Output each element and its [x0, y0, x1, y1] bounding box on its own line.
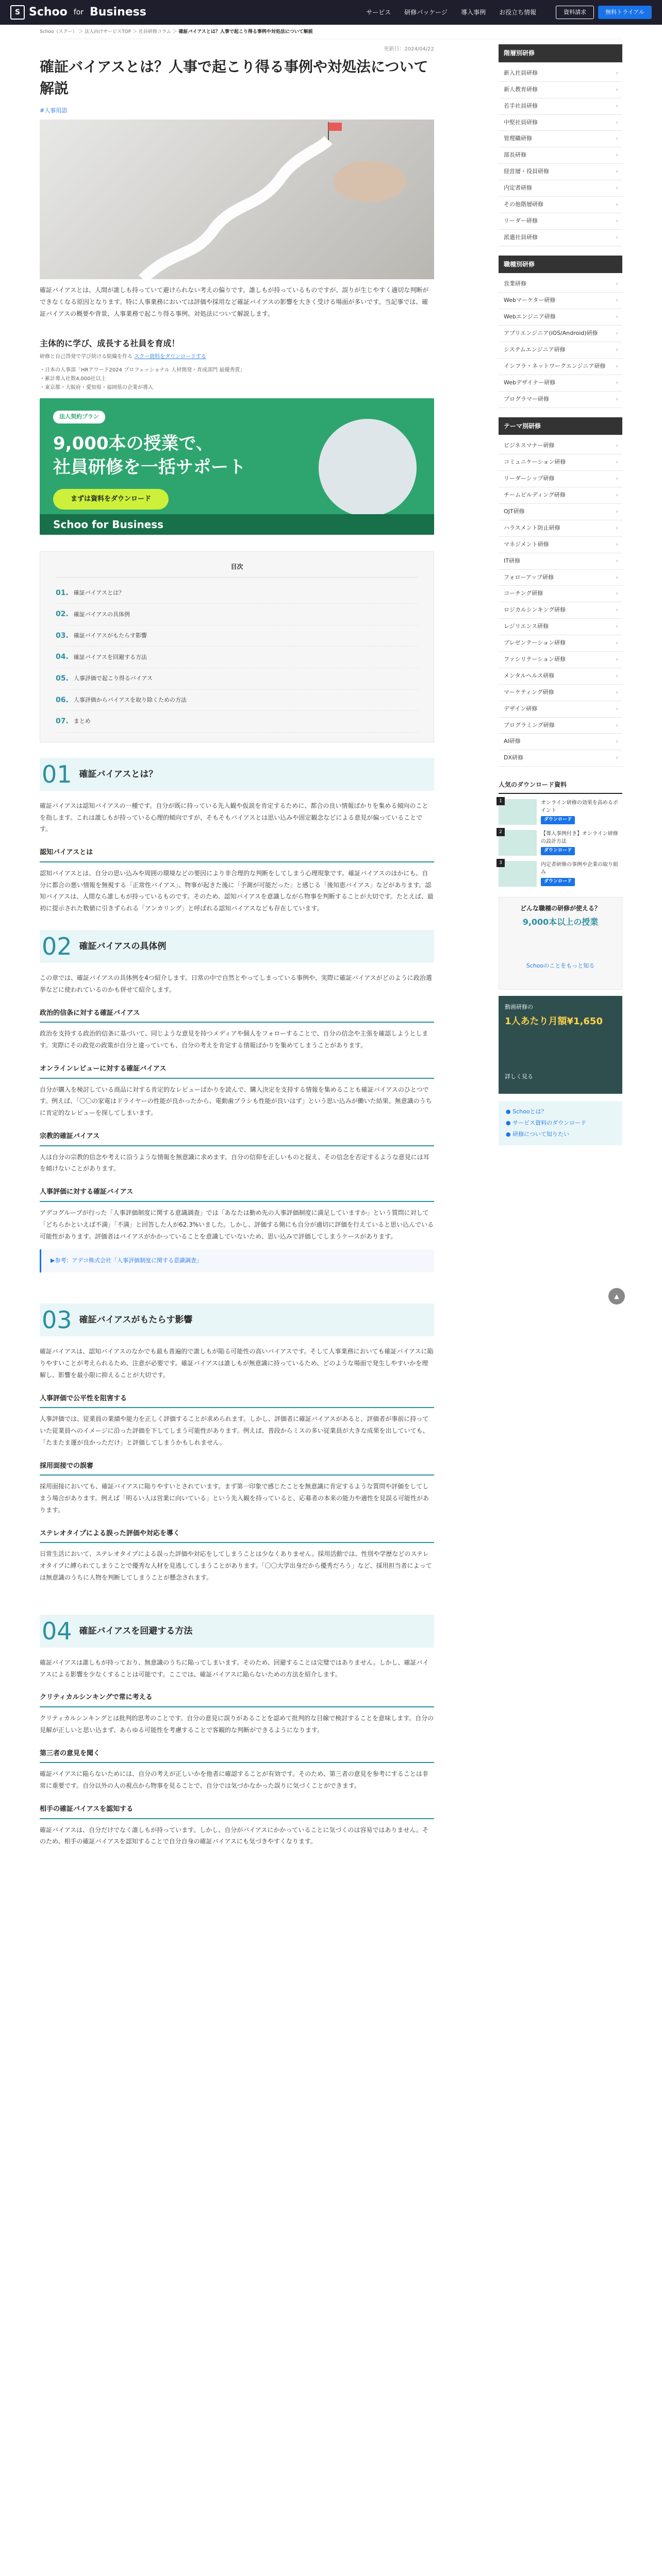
link-training-info[interactable]: ● 研修について知りたい: [506, 1131, 569, 1138]
sidebar-item[interactable]: AI研修 ›: [499, 734, 622, 750]
schoo-logo[interactable]: [10, 2, 146, 23]
sidebar-item[interactable]: メンタルヘルス研修 ›: [499, 668, 622, 685]
sidebar-item[interactable]: インフラ・ネットワークエンジニア研修 ›: [499, 359, 622, 375]
toc-item[interactable]: 02. 確証バイアスの具体例: [56, 604, 418, 625]
section-heading-4: 04 確証バイアスを回避する方法: [40, 1615, 434, 1648]
section-4-intro: 確証バイアスは誰しもが持っており、無意識のうちに陥ってしまいます。そのため、回避することは完璧ではありません。しかし、確証バイアスによる影響を少なくすることは可能です。ここでは、確証バイアスに陥らないための方法を紹介します。: [40, 1658, 429, 1678]
section-heading-3: 03 確証バイアスがもたらす影響: [40, 1303, 434, 1336]
sidebar-heading-level: 階層別研修: [499, 44, 622, 62]
section-heading-2: 02 確証バイアスの具体例: [40, 930, 434, 963]
sidebar-item[interactable]: 内定者研修 ›: [499, 180, 622, 197]
download-docs-button[interactable]: 資料請求: [556, 6, 594, 19]
sidebar-item[interactable]: IT研修 ›: [499, 553, 622, 570]
sidebar-item[interactable]: チームビルディング研修 ›: [499, 487, 622, 504]
sidebar-item[interactable]: 部長研修 ›: [499, 147, 622, 164]
ranking-download-button[interactable]: ダウンロード: [541, 847, 575, 855]
section-2-text-d: アデコグループが行った「人事評価制度に関する意識調査」では「あなたは勤め先の人事評価制度に満足していますか」という質問に対して「どちらかといえば不満」「不満」と回答した人が62.3%いました。しかし、評価する側にも自分が適切に評価を行えていると思い込んでいる可能性があります。評価者はバイアスがかかっていることを意識していないため、思い込みで評価してしまうケースがあります。: [40, 1209, 434, 1240]
sidebar-item[interactable]: コミュニケーション研修 ›: [499, 454, 622, 471]
table-of-contents: [40, 551, 434, 742]
ranking-item[interactable]: 2 【導入事例付き】オンライン研修の設計方法 ダウンロード: [499, 830, 622, 856]
sidebar-item[interactable]: アプリエンジニア(iOS/Android)研修 ›: [499, 326, 622, 342]
nav-item-package[interactable]: 研修パッケージ: [404, 8, 448, 16]
section-3-subheading-a: 人事評価で公平性を阻害する: [40, 1393, 434, 1409]
section-3-subheading-c: ステレオタイプによる誤った評価や対応を導く: [40, 1528, 434, 1544]
promo-box: [40, 331, 434, 539]
sidebar-item[interactable]: リーダー研修 ›: [499, 213, 622, 230]
breadcrumb-current: 確証バイアスとは？人事で起こり得る事例や対処法について解説: [178, 29, 313, 35]
section-4-text-c: 確証バイアスは、自分だけでなく誰しもが持っています。しかし、自分がバイアスにかかっていることに気づくのは容易ではありません。そのため、相手の確証バイアスを認知することで自分自身の確証バイアスにも気づきやすくなります。: [40, 1826, 429, 1845]
logo-text: Schoo: [29, 6, 68, 19]
nav-item-service[interactable]: サービス: [366, 8, 391, 16]
sidebar-item[interactable]: Webマーケター研修 ›: [499, 293, 622, 309]
site-header: [0, 0, 662, 25]
ranking-item[interactable]: 3 内定者研修の事例や企業の取り組み ダウンロード: [499, 861, 622, 887]
promo-sub: 研修と自己啓発で学び続ける組織を作る: [40, 353, 133, 360]
sidebar-item[interactable]: プログラミング研修 ›: [499, 718, 622, 734]
reference-link[interactable]: ▶参考：アデコ株式会社「人事評価制度に関する意識調査」: [40, 1249, 434, 1273]
banner-download-button[interactable]: まずは資料をダウンロード: [53, 489, 169, 510]
promo-banner[interactable]: [40, 398, 434, 535]
banner-pill: 法人契約プラン: [53, 411, 105, 423]
article-lead: 確証バイアスとは、人間が誰しも持っていて避けられない考えの偏りです。誰しもが持っているものですが、誤りが生じやすく適切な判断ができなくなる原因となります。特に人事業務においては評価や採用など確証バイアスの影響を大きく受ける場面が多いです。当記事では、確証バイアスの概要や背景、人事業務で起こり得る事例、対処法について解説します。: [40, 286, 429, 317]
toc-item[interactable]: 04. 確証バイアスを回避する方法: [56, 647, 418, 668]
breadcrumb-corporate[interactable]: 法人向けサービスTOP: [85, 29, 131, 35]
section-heading-1: 01 確証バイアスとは？: [40, 758, 434, 791]
section-3-text-c: 日常生活において、ステレオタイプによる誤った評価や対応をしてしまうことは少なくありません。採用活動では、性別や学歴などのステレオタイプに縛られてしまうことで優秀な人材を見逃してしまうことがあります。「〇〇大学出身だから優秀だろう」など、採用担当者によっては無意識のうちに人物を判断してしまうことが懸念されます。: [40, 1550, 432, 1582]
promo-download-link[interactable]: スクー資料をダウンロードする: [134, 353, 206, 360]
sidebar-item[interactable]: マーケティング研修 ›: [499, 685, 622, 701]
toc-item[interactable]: 01. 確証バイアスとは？: [56, 583, 418, 604]
nav-item-info[interactable]: お役立ち情報: [499, 8, 537, 16]
sidebar-item[interactable]: Webエンジニア研修 ›: [499, 309, 622, 326]
promo-list-item: ・日本の人事部「HRアワード2024 プロフェッショナル 人材開発・育成部門 最優秀賞」: [40, 367, 245, 373]
sidebar-ad-price[interactable]: 動画研修の 1人あたり月額¥1,650 詳しく見る: [499, 996, 622, 1094]
sidebar-item[interactable]: その他階層研修 ›: [499, 197, 622, 213]
sidebar-item[interactable]: リーダーシップ研修 ›: [499, 471, 622, 487]
section-3-text-b: 採用面接においても、確証バイアスに陥りやすいとされています。まず第一印象で感じたことを無意識に肯定するような質問や評価をしてしまう場合があります。例えば「明るい人は営業に向いている」という先入観を持っていると、応募者の本来の能力や適性を見誤る可能性があります。: [40, 1483, 429, 1514]
sidebar: [499, 44, 622, 1853]
ranking-item[interactable]: 1 オンライン研修の効果を高めるポイント ダウンロード: [499, 799, 622, 825]
section-1-text-2: 認知バイアスとは、自分の思い込みや周囲の環境などの要因により非合理的な判断をしてしまう心理現象です。確証バイアスのほかにも、自分に都合の悪い情報を無視する「正常性バイアス」、物事が起きた後に「予測が可能だった」と感じる「後知恵バイアス」などがあります。認知バイアスは、人間なら誰しもが持っているものです。そのため、認知バイアスを意識しながら物事を判断することが大切です。たとえば、最初に提示された数値に引きずられる「アンカリング」と呼ばれる認知バイアスなども存在しています。: [40, 869, 434, 912]
sidebar-item[interactable]: プログラマー研修 ›: [499, 392, 622, 408]
sidebar-item[interactable]: ロジカルシンキング研修 ›: [499, 602, 622, 619]
section-2-text-b: 自分が購入を検討している商品に対する肯定的なレビューばかりを読んで、購入決定を支持する情報を集めることも確証バイアスのひとつです。例えば、「〇〇の家電はドライヤーの性能が良かったから、電動歯ブラシも性能が良いはず」という思い込みが働いた結果、無意識のうちに肯定的なレビューを探してしまいます。: [40, 1086, 432, 1117]
section-3-subheading-b: 採用面接での誤審: [40, 1460, 434, 1476]
promo-list-item: ・東京都・大阪府・愛知県・福岡県の企業が導入: [40, 384, 153, 391]
section-2-intro: この章では、確証バイアスの具体例を4つ紹介します。日常の中で自然とやってしまっている事例や、実際に確証バイアスがどのように政治選挙などに使われているのかも併せて紹介します。: [40, 974, 432, 993]
global-nav: [366, 7, 536, 19]
sidebar-item[interactable]: 営業研修 ›: [499, 276, 622, 293]
sidebar-item[interactable]: フォローアップ研修 ›: [499, 570, 622, 586]
article-main: [40, 44, 434, 1853]
promo-list-item: ・累計導入社数4,000社以上: [40, 376, 106, 382]
sidebar-links: [499, 1101, 622, 1145]
sidebar-item[interactable]: 派遣社員研修 ›: [499, 230, 622, 246]
section-4-subheading-a: クリティカルシンキングで常に考える: [40, 1691, 434, 1707]
sidebar-item[interactable]: マネジメント研修 ›: [499, 537, 622, 553]
article-tag[interactable]: #人事用語: [40, 107, 68, 114]
nav-item-cases[interactable]: 導入事例: [461, 8, 486, 16]
toc-title: 目次: [56, 561, 418, 578]
section-4-text-b: 確証バイアスに陥らないためには、自分の考えが正しいかを他者に確認することが有効です。そのため、第三者の意見を参考にすることは非常に重要です。自分以外の人の視点から物事を見ることで、自分では気づかなかった誤りに気づくことができます。: [40, 1770, 428, 1790]
hero-image: [40, 120, 434, 279]
sidebar-item[interactable]: 若手社員研修 ›: [499, 98, 622, 115]
section-2-subheading-b: オンラインレビューに対する確証バイアス: [40, 1063, 434, 1079]
section-1-text: 確証バイアスは認知バイアスの一種です。自分が既に持っている先入観や仮説を肯定するために、都合の良い情報ばかりを集める傾向のことを指します。これは誰しもが持っている心理的傾向ですが、そもそもバイアスとは思い込みや固定観念などによる意見が偏っていることです。: [40, 802, 428, 833]
section-1-subheading: 認知バイアスとは: [40, 846, 434, 862]
logo-mark-icon: S: [10, 5, 25, 20]
link-download-docs[interactable]: ● サービス資料のダウンロード: [506, 1120, 587, 1127]
ranking-download-button[interactable]: ダウンロード: [541, 878, 575, 886]
section-4-subheading-b: 第三者の意見を聞く: [40, 1748, 434, 1764]
sidebar-item[interactable]: Webデザイナー研修 ›: [499, 375, 622, 392]
free-trial-button[interactable]: 無料トライアル: [598, 6, 652, 19]
breadcrumb: Schoo（スクー） ＞ 法人向けサービスTOP ＞ 社員研修コラム ＞ 確証バイアスとは？人事で起こり得る事例や対処法について解説: [40, 28, 622, 39]
banner-headline: 9,000本の授業で、 社員研修を一括サポート: [53, 433, 246, 478]
sidebar-item[interactable]: コーチング研修 ›: [499, 586, 622, 602]
section-3-intro: 確証バイアスは、認知バイアスのなかでも最も普遍的で誰しもが陥る可能性の高いバイアスです。そして人事業務においても確証バイアスに陥りやすいことが考えられるため、注意が必要です。確証バイアスは誰しもが無意識に持っているため、どのような場面で発生しやすいかを理解し、影響を最小限に抑えることが大切です。: [40, 1348, 434, 1379]
breadcrumb-home[interactable]: Schoo（スクー）: [40, 29, 77, 35]
sidebar-heading-theme: テーマ別研修: [499, 417, 622, 435]
sidebar-item[interactable]: システムエンジニア研修 ›: [499, 342, 622, 359]
section-2-text-c: 人は自分の宗教的信念や考えに沿うような情報を無意識に求めます。自分の信仰を正しいものと捉え、その信念を否定するような意見には耳を傾けないことがあります。: [40, 1153, 429, 1173]
section-2-subheading-d: 人事評価に対する確証バイアス: [40, 1186, 434, 1202]
sidebar-item[interactable]: DX研修 ›: [499, 750, 622, 767]
sidebar-item[interactable]: 経営層・役員研修 ›: [499, 164, 622, 180]
section-4-text-a: クリティカルシンキングとは批判的思考のことです。自分の意見に誤りがあることを認めて批判的な目線で検討することを意味します。自分の見解が正しいと思い込まず、あらゆる可能性を考慮することで客観的な判断ができるようになります。: [40, 1715, 434, 1734]
section-3-text-a: 人事評価では、従業員の業績や能力を正しく評価することが求められます。しかし、評価者に確証バイアスがあると、評価者が事前に持っていた従業員へのイメージに沿った評価を下してしまう可能性があります。例えば、普段からミスの多い従業員が大きな成果を出していても、「たまたま運が良かっただけ」と評価してしまうかもしれません。: [40, 1415, 429, 1446]
sidebar-item[interactable]: プレゼンテーション研修 ›: [499, 635, 622, 652]
logo-for: for: [73, 8, 84, 16]
link-about-schoo[interactable]: ● Schooとは？: [506, 1108, 547, 1115]
sidebar-item[interactable]: 新入社員研修 ›: [499, 65, 622, 82]
sidebar-item[interactable]: デザイン研修 ›: [499, 701, 622, 718]
sidebar-heading-job: 職種別研修: [499, 256, 622, 274]
section-2-subheading-c: 宗教的確証バイアス: [40, 1130, 434, 1146]
page-title: 確証バイアスとは？人事で起こり得る事例や対処法について解説: [40, 58, 428, 97]
toc-item[interactable]: 06. 人事評価からバイアスを取り除くための方法: [56, 690, 418, 711]
promo-list: [40, 366, 434, 392]
update-date: 更新日：2024/04/22: [384, 46, 434, 53]
breadcrumb-column[interactable]: 社員研修コラム: [138, 29, 171, 35]
sidebar-item[interactable]: 新人教育研修 ›: [499, 82, 622, 98]
popular-downloads-title: 人気のダウンロード資料: [499, 779, 622, 794]
sidebar-item[interactable]: 管理職研修 ›: [499, 131, 622, 147]
sidebar-item[interactable]: ハラスメント防止研修 ›: [499, 520, 622, 537]
sidebar-ad-courses[interactable]: どんな職種の研修が使える？ 9,000本以上の授業 Schooのことをもっと知る: [499, 897, 622, 990]
logo-business: Business: [90, 6, 146, 19]
sidebar-item[interactable]: OJT研修 ›: [499, 504, 622, 520]
sidebar-item[interactable]: ビジネスマナー研修 ›: [499, 438, 622, 454]
sidebar-item[interactable]: ファシリテーション研修 ›: [499, 652, 622, 668]
toc-item[interactable]: 05. 人事評価で起こり得るバイアス: [56, 668, 418, 690]
section-2-text-a: 政治を支持する政治的信条に基づいて、同じような意見を持つメディアや個人をフォローすることで、自分の信念や主張を確認しようとします。実際にその政党の政策が自分と違っていても、自分の考えを肯定する情報ばかりを集めてしまうことがあります。: [40, 1030, 428, 1049]
sidebar-item[interactable]: 中堅社員研修 ›: [499, 115, 622, 131]
ranking-download-button[interactable]: ダウンロード: [541, 816, 575, 824]
banner-person-image: [319, 419, 417, 517]
section-4-subheading-c: 相手の確証バイアスを認知する: [40, 1803, 434, 1819]
toc-item[interactable]: 07. まとめ: [56, 711, 418, 733]
scroll-top-button[interactable]: ▲: [608, 1288, 625, 1304]
section-2-subheading-a: 政治的信条に対する確証バイアス: [40, 1007, 434, 1023]
sidebar-item[interactable]: レジリエンス研修 ›: [499, 619, 622, 635]
toc-item[interactable]: 03. 確証バイアスがもたらす影響: [56, 625, 418, 647]
promo-title: 主体的に学び、成長する社員を育成！: [40, 338, 180, 349]
banner-brand: Schoo for Business: [40, 514, 434, 535]
